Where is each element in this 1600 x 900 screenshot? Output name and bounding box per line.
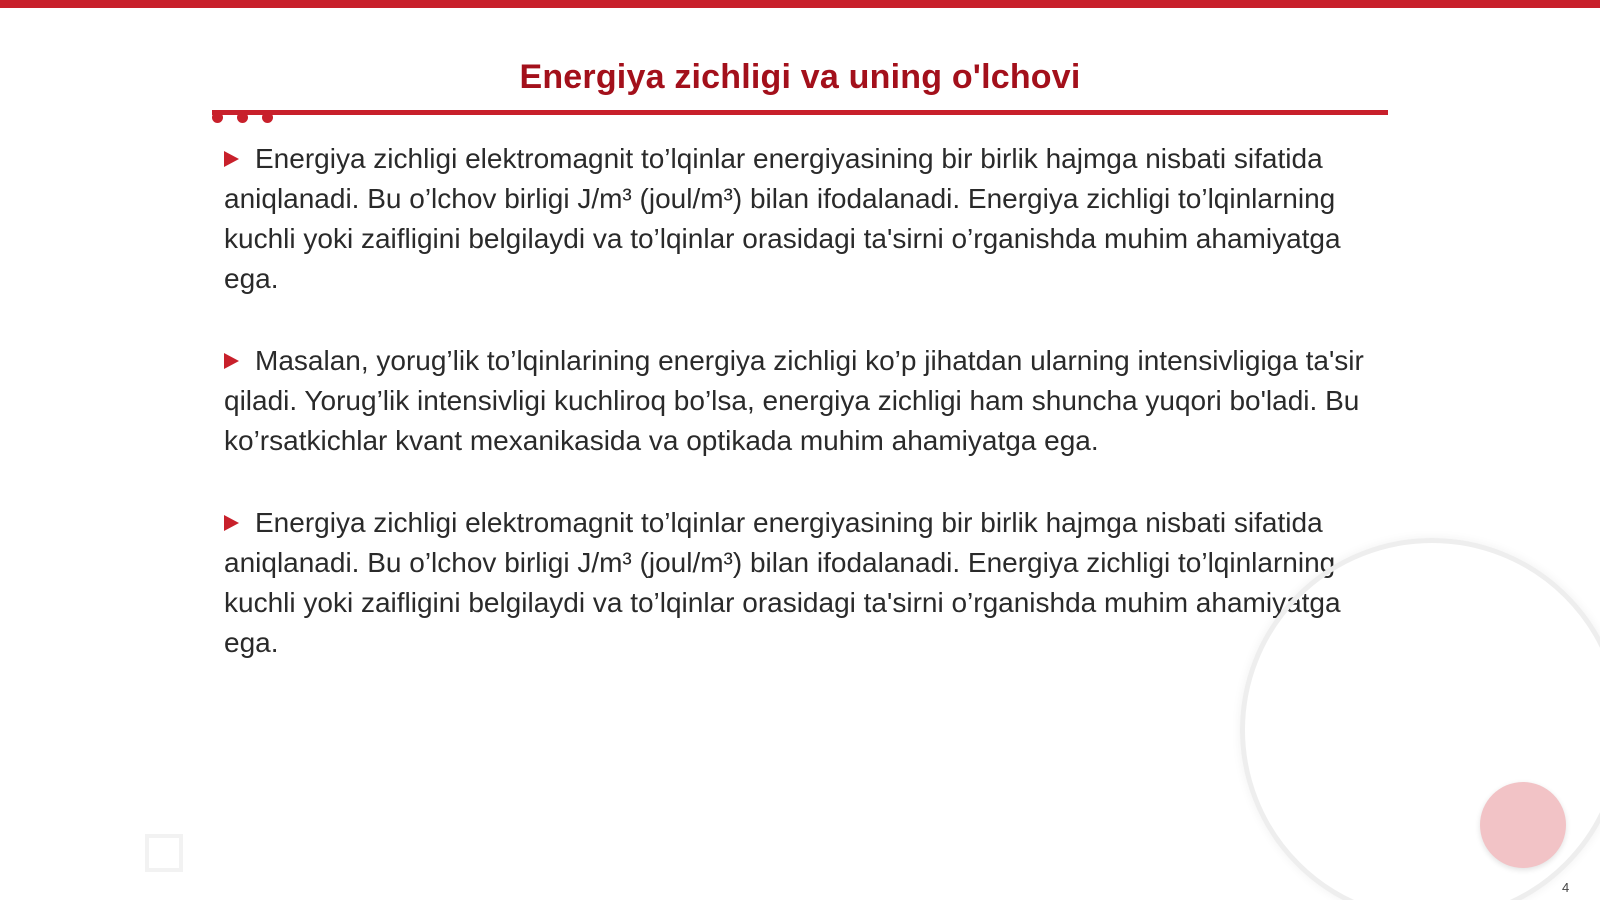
bullet-text: Energiya zichligi elektromagnit to’lqinlar energiyasining bir birlik hajmga nisbati sifatida aniqlanadi. Bu o’lchov birligi J/m³ (joul/m³) bilan ifodalanadi. Energiya zichligi to’lqinlarning kuchli yoki zaifligini belgilaydi va to’lqinlar orasidagi ta'sirni o’rganishda muhim ahamiyatga ega. <box>224 507 1341 658</box>
bullet-item <box>224 503 1384 663</box>
bullet-item <box>224 139 1384 299</box>
bullet-item <box>224 341 1384 461</box>
decor-dot <box>212 112 223 123</box>
triangle-bullet-icon <box>224 151 239 167</box>
title-underline <box>212 110 1388 115</box>
slide-title: Energiya zichligi va uning o'lchovi <box>519 58 1081 96</box>
page-number: 4 <box>1562 880 1570 895</box>
bullet-list <box>224 139 1384 705</box>
top-accent-bar <box>0 0 1600 8</box>
decor-dot <box>237 112 248 123</box>
bullet-text: Energiya zichligi elektromagnit to’lqinlar energiyasining bir birlik hajmga nisbati sifatida aniqlanadi. Bu o’lchov birligi J/m³ (joul/m³) bilan ifodalanadi. Energiya zichligi to’lqinlarning kuchli yoki zaifligini belgilaydi va to’lqinlar orasidagi ta'sirni o’rganishda muhim ahamiyatga ega. <box>224 143 1341 294</box>
triangle-bullet-icon <box>224 515 239 531</box>
triangle-bullet-icon <box>224 353 239 369</box>
decor-dot <box>262 112 273 123</box>
bullet-text: Masalan, yorug’lik to’lqinlarining energiya zichligi ko’p jihatdan ularning intensivligiga ta'sir qiladi. Yorug’lik intensivligi kuchliroq bo’lsa, energiya zichligi ham shuncha yuqori bo'ladi. Bu ko’rsatkichlar kvant mexanikasida va optikada muhim ahamiyatga ega. <box>224 345 1364 456</box>
decor-square <box>145 834 183 872</box>
decor-pink-circle <box>1480 782 1566 868</box>
